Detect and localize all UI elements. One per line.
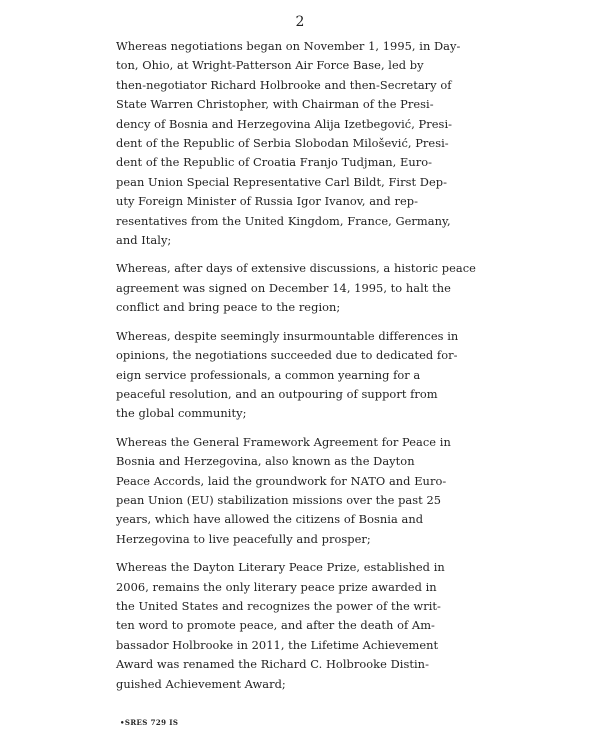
clause-line: Whereas the General Framework Agreement for Peace in — [116, 434, 451, 449]
clause-line: dent of the Republic of Serbia Slobodan Milošević, Presi- — [116, 136, 449, 151]
clause-line: and Italy; — [116, 233, 172, 248]
clause-line: pean Union Special Representative Carl Bildt, First Dep- — [116, 174, 448, 189]
clause-line: eign service professionals, a common yearning for a — [116, 367, 421, 382]
clause-line: the global community; — [116, 406, 247, 421]
whereas-clause-negotiations — [116, 37, 482, 250]
resolution-body — [116, 37, 482, 703]
clause-line: opinions, the negotiations succeeded due to dedicated for- — [116, 348, 458, 363]
bill-code-footer: •SRES 729 IS — [120, 718, 179, 727]
clause-line: State Warren Christopher, with Chairman of the Presi- — [116, 97, 434, 112]
whereas-clause-agreement-signed — [116, 259, 482, 317]
clause-line: pean Union (EU) stabilization missions over the past 25 — [116, 492, 442, 507]
clause-line: guished Achievement Award; — [116, 676, 286, 691]
clause-line: then-negotiator Richard Holbrooke and then-Secretary of — [116, 77, 452, 92]
page-number: 2 — [295, 14, 305, 30]
clause-line: years, which have allowed the citizens of Bosnia and — [116, 512, 424, 527]
whereas-clause-literary-prize — [116, 558, 482, 694]
clause-line: Whereas, after days of extensive discussions, a historic peace — [116, 261, 476, 276]
clause-line: Whereas the Dayton Literary Peace Prize, established in — [116, 560, 445, 575]
clause-line: Whereas negotiations began on November 1, 1995, in Day- — [116, 39, 461, 53]
clause-line: Herzegovina to live peacefully and prosper; — [116, 531, 371, 546]
clause-line: resentatives from the United Kingdom, France, Germany, — [116, 213, 451, 228]
clause-line: conflict and bring peace to the region; — [116, 300, 341, 315]
clause-line: agreement was signed on December 14, 1995, to halt the — [116, 280, 451, 295]
clause-line: ten word to promote peace, and after the death of Am- — [116, 618, 435, 633]
clause-line: Whereas, despite seemingly insurmountable differences in — [116, 328, 459, 343]
clause-line: ton, Ohio, at Wright-Patterson Air Force Base, led by — [116, 58, 424, 73]
whereas-clause-differences — [116, 327, 482, 424]
clause-line: the United States and recognizes the power of the writ- — [116, 598, 441, 613]
clause-line: dent of the Republic of Croatia Franjo Tudjman, Euro- — [116, 155, 433, 170]
clause-line: bassador Holbrooke in 2011, the Lifetime Achievement — [116, 637, 439, 652]
clause-line: dency of Bosnia and Herzegovina Alija Izetbegović, Presi- — [116, 116, 453, 131]
clause-line: peaceful resolution, and an outpouring of support from — [116, 386, 438, 401]
clause-line: Peace Accords, laid the groundwork for NATO and Euro- — [116, 473, 447, 488]
whereas-clause-framework-agreement — [116, 433, 482, 549]
clause-line: Bosnia and Herzegovina, also known as the Dayton — [116, 454, 415, 469]
clause-line: 2006, remains the only literary peace prize awarded in — [116, 579, 437, 594]
clause-line: Award was renamed the Richard C. Holbrooke Distin- — [116, 657, 429, 672]
clause-line: uty Foreign Minister of Russia Igor Ivanov, and rep- — [116, 194, 418, 209]
